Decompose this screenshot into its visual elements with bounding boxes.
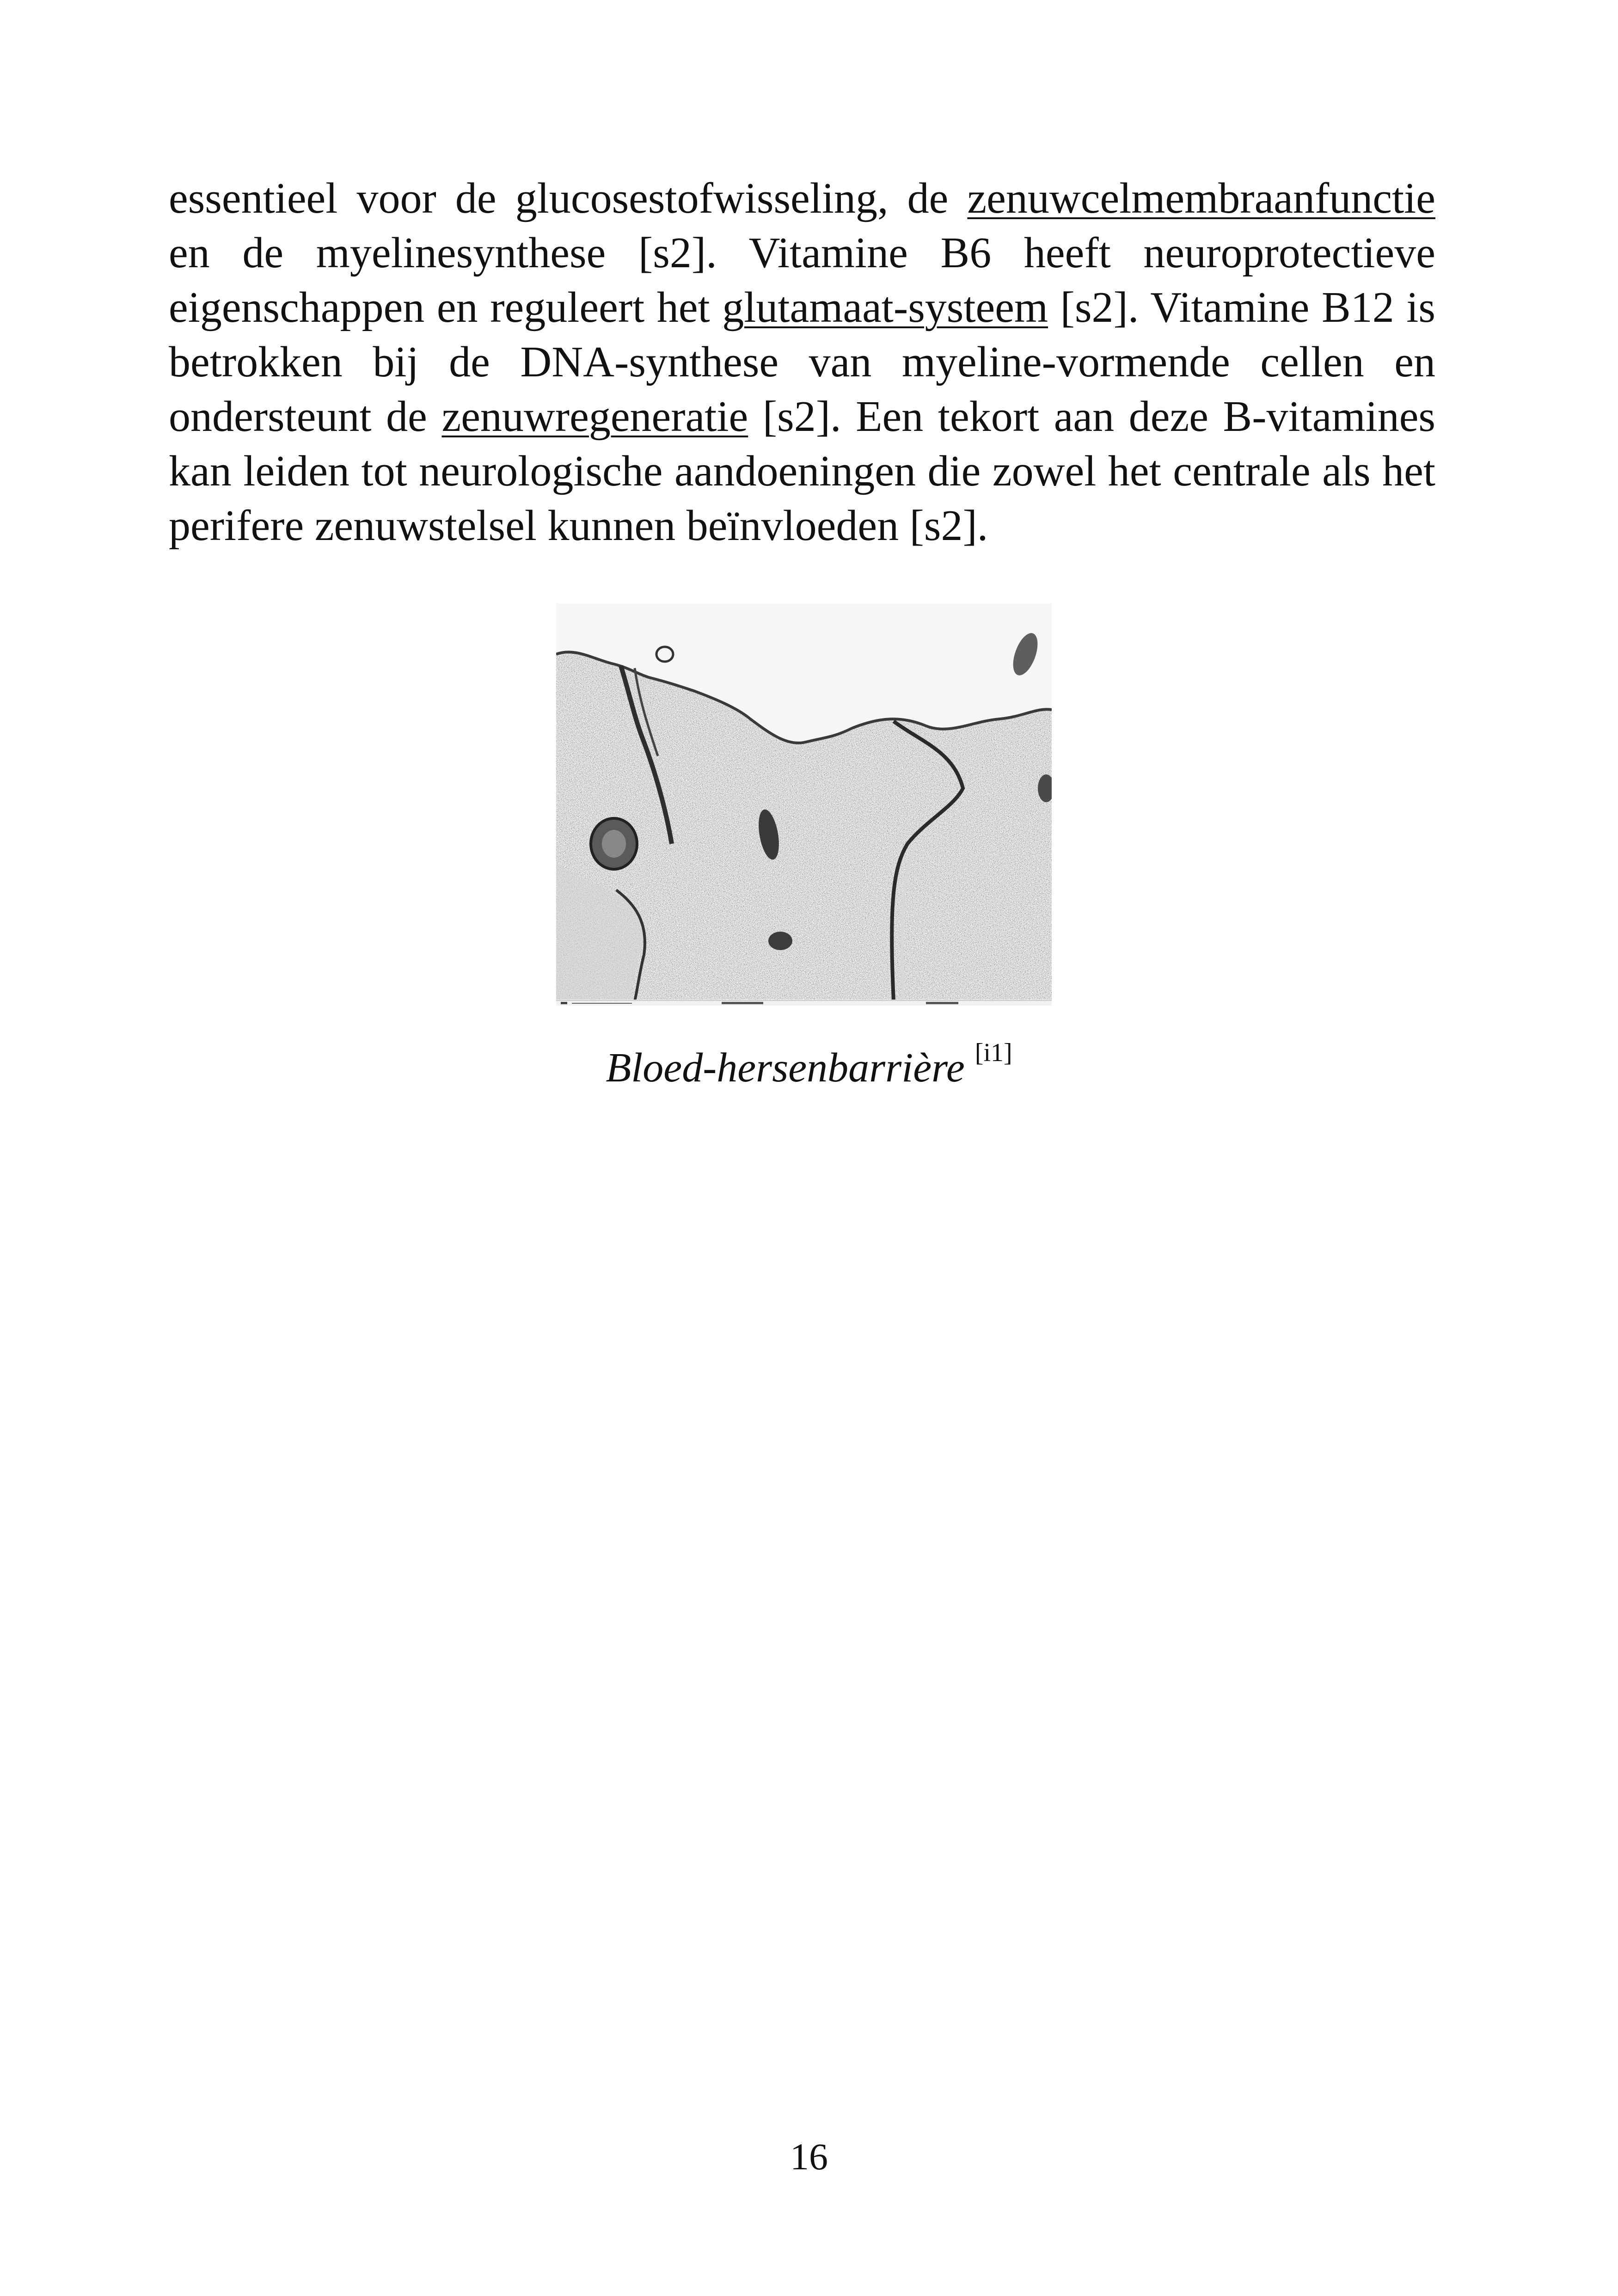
caption-reference: [i1] bbox=[974, 1038, 1012, 1067]
paragraph-text: [s2]. Vitamine B12 is betrokken bij de DNA-synthese van myeline-vormende cellen en ondersteunt de bbox=[169, 283, 1435, 441]
figure-caption bbox=[0, 1038, 1618, 1092]
link-glutamaat-systeem[interactable]: glutamaat-systeem bbox=[722, 283, 1048, 332]
caption-text: Bloed-hersenbarrière bbox=[606, 1045, 965, 1091]
paragraph-text: en de myelinesynthese [s2]. Vitamine B6 heeft neuroprotectieve eigenschappen en reguleert het bbox=[169, 229, 1435, 332]
page-number: 16 bbox=[790, 2136, 828, 2178]
electron-micrograph-image bbox=[556, 603, 1052, 1006]
body-paragraph bbox=[169, 171, 1435, 553]
micrograph-figure bbox=[556, 603, 1052, 1006]
paragraph-text: essentieel voor de glucosestofwisseling, de bbox=[169, 174, 968, 222]
paragraph-text: [s2]. Een tekort aan deze B-vitamines kan leiden tot neurologische aandoeningen die zowel het centrale als het perifere zenuwstelsel kunnen beïnvloeden [s2]. bbox=[169, 393, 1435, 550]
link-zenuwcelmembraanfunctie[interactable]: zenuwcelmembraanfunctie bbox=[967, 174, 1435, 222]
link-zenuwregeneratie[interactable]: zenuwregeneratie bbox=[441, 393, 748, 441]
